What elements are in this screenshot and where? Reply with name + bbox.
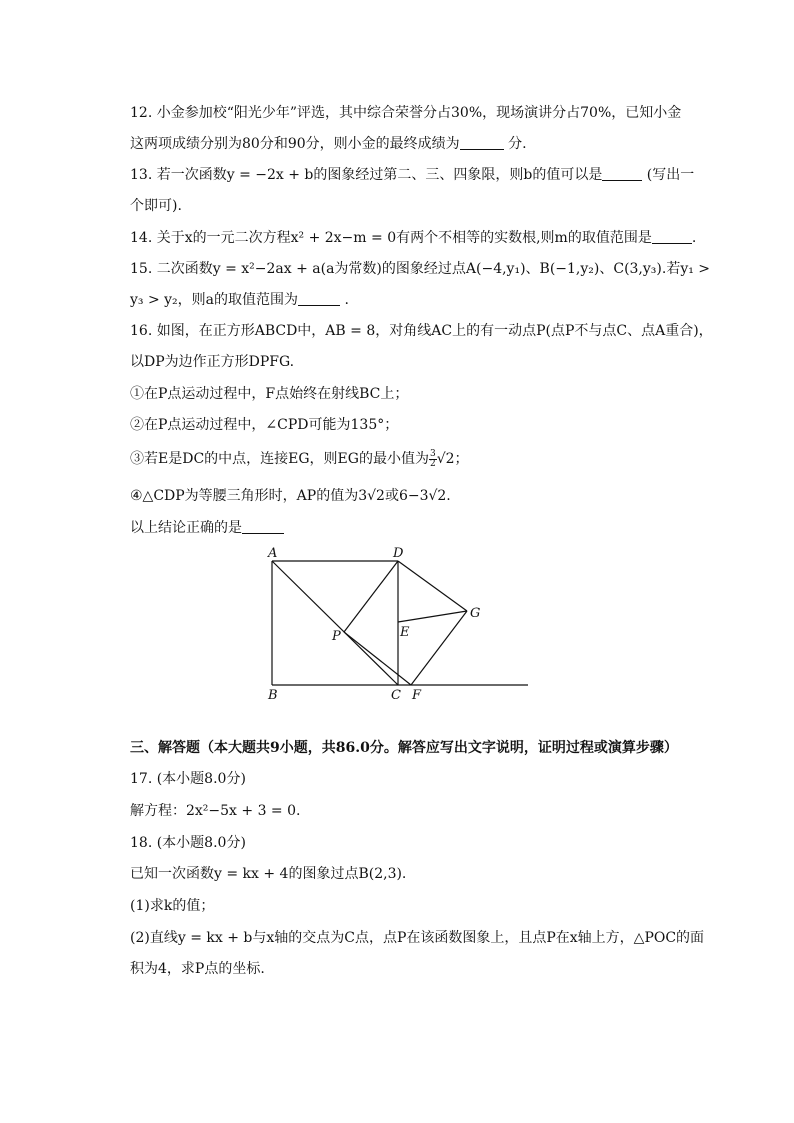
label-F: F xyxy=(412,688,422,703)
statement-3-end: √2； xyxy=(436,451,469,467)
answer-blank[interactable] xyxy=(652,229,692,244)
q17-head: 17. (本小题8.0分) xyxy=(130,771,246,787)
q18-part2-line1: (2)直线y = kx + b与x轴的交点为C点，点P在该函数图象上，且点P在x轴上方，△POC的面 xyxy=(130,930,705,946)
label-P: P xyxy=(332,629,341,644)
fraction xyxy=(429,450,437,469)
q13-line1 xyxy=(130,165,694,185)
label-B: B xyxy=(268,688,278,703)
q12-line2 xyxy=(130,134,527,154)
q16-statement-3 xyxy=(130,449,469,469)
q16-statement-1: ①在P点运动过程中，F点始终在射线BC上； xyxy=(130,386,409,402)
q13-line2: 个即可). xyxy=(130,198,182,214)
segment-AC xyxy=(272,561,398,685)
label-G: G xyxy=(470,606,481,621)
q16-statement-4: ④△CDP为等腰三角形时，AP的值为3√2或6−3√2. xyxy=(130,488,451,504)
section-heading: 三、解答题（本大题共9小题，共86.0分。解答应写出文字说明，证明过程或演算步骤） xyxy=(130,740,678,756)
answer-blank[interactable] xyxy=(460,135,504,150)
segment-DG xyxy=(398,561,467,611)
q18-part2-line2: 积为4，求P点的坐标. xyxy=(130,961,265,977)
q14-text: 14. 关于x的一元二次方程x² + 2x−m = 0有两个不相等的实数根,则m的取值范围是 xyxy=(130,230,652,246)
q18-part1: (1)求k的值； xyxy=(130,898,215,914)
segment-FG xyxy=(411,611,467,685)
ask-text: 以上结论正确的是 xyxy=(130,520,242,536)
q15-line2 xyxy=(130,290,349,310)
label-C: C xyxy=(391,688,401,703)
statement-3-text: ③若E是DC的中点，连接EG，则EG的最小值为 xyxy=(130,451,429,467)
geometry-figure xyxy=(260,540,540,710)
fraction-denominator: 2 xyxy=(429,458,436,469)
q17-body: 解方程：2x²−5x + 3 = 0. xyxy=(130,803,301,819)
q16-line2: 以DP为边作正方形DPFG. xyxy=(130,354,295,370)
q15-end: . xyxy=(340,292,349,308)
label-D: D xyxy=(393,546,404,561)
q15-line1: 15. 二次函数y = x²−2ax + a(a为常数)的图象经过点A(−4,y₁)、B(−1,y₂)、C(3,y₃).若y₁ > xyxy=(130,261,711,277)
segment-DP xyxy=(344,561,398,632)
label-E: E xyxy=(400,625,410,640)
q16-statement-2: ②在P点运动过程中，∠CPD可能为135°； xyxy=(130,417,399,433)
q12-text: 这两项成绩分别为80分和90分，则小金的最终成绩为 xyxy=(130,136,460,152)
q14-line1 xyxy=(130,228,696,248)
q12-line1: 12. 小金参加校“阳光少年”评选，其中综合荣誉分占30%，现场演讲分占70%，已知小金 xyxy=(130,105,682,121)
q14-end: . xyxy=(691,230,697,246)
answer-blank[interactable] xyxy=(242,519,284,534)
q18-line1: 已知一次函数y = kx + 4的图象过点B(2,3). xyxy=(130,866,407,882)
q16-line1: 16. 如图，在正方形ABCD中，AB = 8，对角线AC上的有一动点P(点P不与点C、点A重合)， xyxy=(130,323,713,339)
label-A: A xyxy=(268,546,278,561)
q16-ask xyxy=(130,518,284,538)
q13-hint: (写出一 xyxy=(642,167,695,183)
segment-EG xyxy=(398,611,467,622)
q12-unit: 分. xyxy=(503,136,527,152)
q18-head: 18. (本小题8.0分) xyxy=(130,835,246,851)
fraction-numerator: 3 xyxy=(429,448,436,459)
q13-text: 13. 若一次函数y = −2x + b的图象经过第二、三、四象限，则b的值可以是 xyxy=(130,167,603,183)
answer-blank[interactable] xyxy=(602,166,642,181)
q15-text: y₃ > y₂，则a的取值范围为 xyxy=(130,292,299,308)
answer-blank[interactable] xyxy=(298,291,340,306)
